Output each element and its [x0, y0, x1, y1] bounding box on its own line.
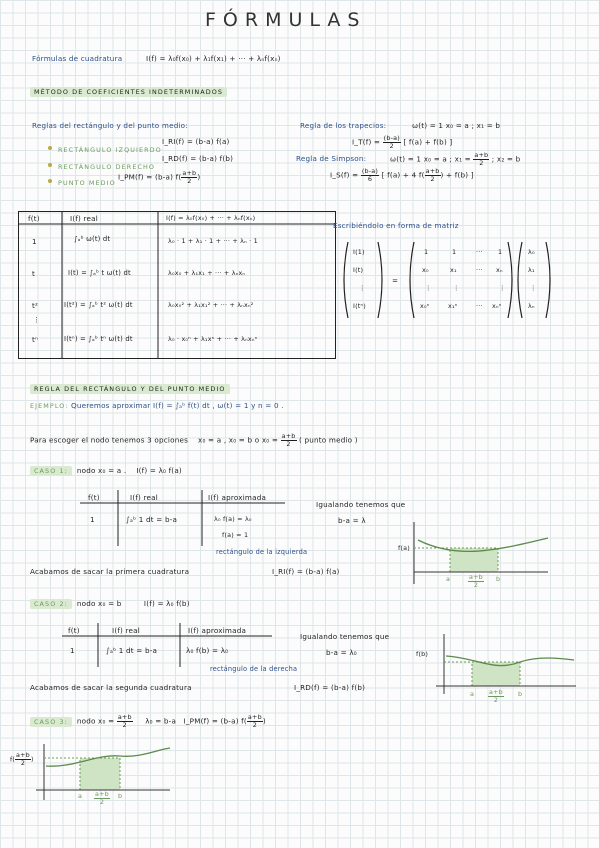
matrix-cell: ⋮	[499, 284, 506, 292]
trap-heading: Regla de los trapecios:	[300, 121, 387, 130]
th: f(t)	[68, 626, 80, 635]
caso1-sentence: Acabamos de sacar la primera cuadratura	[30, 567, 190, 576]
td: 1	[90, 515, 95, 524]
table-cell: 1	[32, 237, 37, 246]
matrix-heading: Escribiéndolo en forma de matriz	[333, 221, 459, 230]
th: I(f) aproximada	[208, 493, 267, 502]
matrix-rhs: λ₁	[528, 266, 535, 274]
graph1-a: a	[446, 575, 451, 583]
table-cell: λ₀x₀² + λ₁x₁² + ··· + λₙxₙ²	[168, 301, 254, 309]
rule-left: RECTÁNGULO IZQUIERDO I_RI(f) = (b-a) f(a)	[48, 137, 162, 156]
graph1-mid: $\frac{a+b}{2}$	[469, 573, 483, 589]
caso1-note: rectángulo de la izquierda	[216, 548, 308, 556]
simpson-heading: Regla de Simpson:	[296, 154, 367, 163]
th: f(t)	[88, 493, 100, 502]
table-cell: I(t) = ∫ₐᵇ t ω(t) dt	[68, 269, 131, 277]
graph1-fa: f(a)	[398, 544, 410, 552]
td: λ₀ f(a) = λ₀	[214, 515, 252, 523]
caso2-sentence: Acabamos de sacar la segunda cuadratura	[30, 683, 192, 692]
matrix-cell: ···	[476, 302, 483, 310]
rect-rules-heading: Reglas del rectángulo y del punto medio:	[32, 121, 188, 130]
example-line: EJEMPLO: Queremos aproximar I(f) = ∫ₐᵇ f(t) dt , ω(t) = 1 y n = 0 .	[30, 401, 284, 410]
th: I(f) real	[130, 493, 158, 502]
quadrature-label: Fórmulas de cuadratura	[32, 54, 123, 63]
matrix-cell: ⋮	[425, 284, 432, 292]
th-real: I(f) real	[70, 214, 98, 223]
table-cell: t²	[32, 301, 39, 310]
graph3-mid: $\frac{a+b}{2}$	[95, 790, 109, 806]
graph3-b: b	[118, 792, 123, 800]
matrix-lhs: I(t)	[353, 266, 364, 274]
caso1-result: b-a = λ	[338, 516, 366, 525]
th-approx: I(f) = λ₀f(x₀) + ··· + λₙf(xₙ)	[166, 214, 256, 222]
rule-right: RECTÁNGULO DERECHO I_RD(f) = (b-a) f(b)	[48, 154, 155, 173]
matrix-cell: x₁	[450, 266, 457, 274]
caso1-result-formula: I_RI(f) = (b-a) f(a)	[272, 567, 340, 576]
caso2-result-formula: I_RD(f) = (b-a) f(b)	[294, 683, 366, 692]
matrix-cell: 1	[498, 248, 503, 256]
caso2-equaling: Igualando tenemos que	[300, 632, 390, 641]
matrix-cell: xₙⁿ	[492, 302, 502, 310]
nodes-line: Para escoger el nodo tenemos 3 opciones x₀ = a , x₀ = b o x₀ = $\frac{a+b}{2}$ ( punto medio )	[30, 432, 358, 448]
table-cell: tⁿ	[32, 335, 39, 344]
matrix-cell: ···	[476, 266, 483, 274]
table-cell: ∫ₐᵇ ω(t) dt	[74, 235, 111, 243]
graph-right-rectangle	[428, 628, 578, 698]
caso2-result: b-a = λ₀	[326, 648, 357, 657]
matrix-cell: x₀	[422, 266, 429, 274]
coefficients-table	[18, 211, 336, 359]
caso2-header: CASO 2: nodo x₀ = b I(f) = λ₀ f(b)	[30, 599, 190, 608]
matrix-equals: =	[392, 276, 399, 285]
caso2-note: rectángulo de la derecha	[210, 665, 298, 673]
caso1-equaling: Igualando tenemos que	[316, 500, 406, 509]
td: ∫ₐᵇ 1 dt = b-a	[126, 515, 178, 524]
th: I(f) real	[112, 626, 140, 635]
matrix-rhs: λ₀	[528, 248, 535, 256]
table-cell: λ₀x₀ + λ₁x₁ + ··· + λₙxₙ	[168, 269, 246, 277]
trap-formula: I_T(f) = $\frac{(b-a)}{2}$ [ f(a) + f(b) ]	[352, 134, 453, 150]
page-title: FÓRMULAS	[205, 9, 367, 31]
td: f(a) = 1	[222, 531, 249, 539]
method-heading: MÉTODO DE COEFICIENTES INDETERMINADOS	[30, 87, 227, 97]
th-ft: f(t)	[28, 214, 40, 223]
graph1-b: b	[496, 575, 501, 583]
table-cell: λ₀ · x₀ⁿ + λ₁xⁿ + ··· + λₙxₙⁿ	[168, 335, 258, 343]
matrix-cell: x₀ⁿ	[420, 302, 430, 310]
matrix-lhs: I(1)	[353, 248, 365, 256]
table-cell: ⋮	[33, 315, 41, 324]
bullet-icon	[48, 179, 52, 183]
bullet-icon	[48, 163, 52, 167]
table-cell: t	[32, 269, 36, 278]
graph3-a: a	[78, 792, 83, 800]
graph2-b: b	[518, 690, 523, 698]
matrix-cell: x₁ⁿ	[448, 302, 458, 310]
bullet-icon	[48, 146, 52, 150]
table-cell: I(t²) = ∫ₐᵇ t² ω(t) dt	[64, 301, 133, 309]
matrix-rhs: λₙ	[528, 302, 535, 310]
matrix-cell: ⋮	[453, 284, 460, 292]
graph2-mid: $\frac{a+b}{2}$	[489, 688, 503, 704]
matrix-rhs: ⋮	[530, 284, 537, 292]
table-cell: I(tⁿ) = ∫ₐᵇ tⁿ ω(t) dt	[64, 335, 133, 343]
rule-mid: PUNTO MEDIO I_PM(f) = (b-a) f( $\frac{a+b}{2}$ )	[48, 170, 116, 189]
td: 1	[70, 646, 75, 655]
caso1-header: CASO 1: nodo x₀ = a . I(f) = λ₀ f(a)	[30, 466, 182, 475]
caso3-header: CASO 3: nodo x₀ = $\frac{a+b}{2}$ λ₀ = b-a I_PM(f) = (b-a) f( $\frac{a+b}{2}$ )	[30, 714, 266, 729]
matrix-cell: xₙ	[496, 266, 503, 274]
graph2-a: a	[470, 690, 475, 698]
section2-heading: REGLA DEL RECTÁNGULO Y DEL PUNTO MEDIO	[30, 384, 230, 394]
simpson-conds: ω(t) = 1 x₀ = a ; x₁ = $\frac{a+b}{2}$ ; x₂ = b	[390, 151, 521, 167]
matrix-lhs: ⋮	[359, 284, 366, 292]
caso1-table	[80, 490, 285, 546]
td: λ₀ f(b) = λ₀	[186, 646, 229, 655]
quadrature-formula: I(f) = λ₀f(x₀) + λ₁f(x₁) + ··· + λₙf(xₙ)	[146, 54, 281, 63]
graph3-fm: f( $\frac{a+b}{2}$ )	[10, 751, 34, 767]
table-cell: λ₀ · 1 + λ₁ · 1 + ··· + λₙ · 1	[168, 237, 258, 245]
matrix-lhs: I(tⁿ)	[353, 302, 366, 310]
matrix-cell: ···	[476, 248, 483, 256]
matrix-cell: 1	[424, 248, 429, 256]
graph2-fb: f(b)	[416, 650, 429, 658]
td: ∫ₐᵇ 1 dt = b-a	[106, 646, 158, 655]
caso2-table	[62, 623, 272, 667]
matrix-equation	[340, 240, 560, 320]
trap-conds: ω(t) = 1 x₀ = a ; x₁ = b	[412, 121, 501, 130]
th: I(f) aproximada	[188, 626, 247, 635]
matrix-cell: 1	[452, 248, 457, 256]
simpson-formula: I_S(f) = $\frac{(b-a)}{6}$ [ f(a) + 4 f( $\frac{a+b}{2}$ ) + f(b) ]	[330, 167, 474, 183]
